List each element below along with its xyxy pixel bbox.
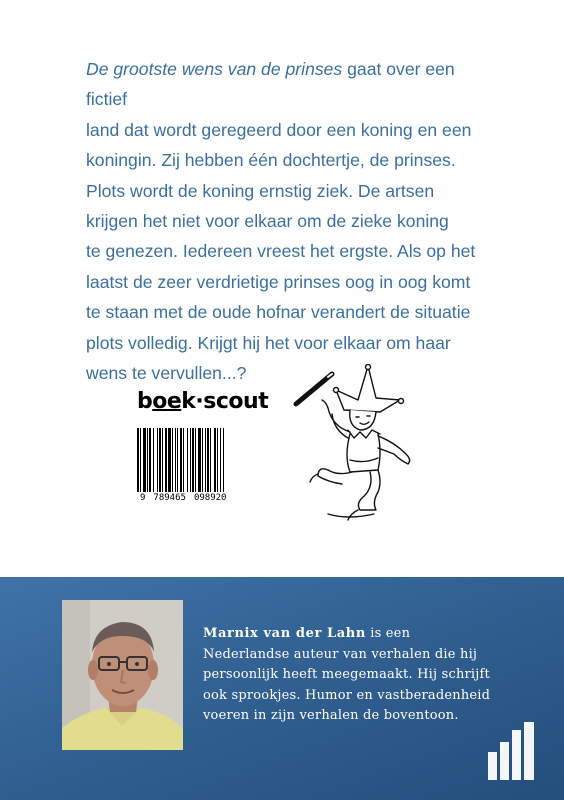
- barcode-bar: [202, 428, 203, 492]
- barcode-bar: [149, 428, 151, 492]
- author-name: Marnix van der Lahn: [203, 626, 366, 641]
- barcode-bar: [198, 428, 201, 492]
- barcode-bar: [168, 428, 171, 492]
- publisher-logo-mark-icon: [486, 722, 538, 780]
- barcode-bar: [220, 428, 221, 492]
- bio-line: is een: [365, 626, 411, 641]
- bio-line: persoonlijk heeft meegemaakt. Hij schrijft: [203, 667, 490, 682]
- back-cover-blurb: [86, 54, 486, 388]
- publisher-logo: boek·scout: [137, 389, 269, 414]
- barcode-bar: [207, 428, 209, 492]
- barcode-bar: [162, 428, 163, 492]
- blurb-line: krijgen het niet voor elkaar om de zieke koning: [86, 211, 449, 232]
- barcode-bar: [140, 428, 141, 492]
- barcode-bar: [147, 428, 148, 492]
- bio-line: Nederlandse auteur van verhalen die hij: [203, 646, 478, 662]
- barcode-bar: [214, 428, 216, 492]
- barcode-bar: [143, 428, 146, 492]
- bio-line: voeren in zijn verhalen de boventoon.: [203, 708, 459, 723]
- barcode-bar: [180, 428, 182, 492]
- blurb-line: plots volledig. Krijgt hij het voor elkaar om haar: [86, 332, 451, 353]
- blurb-line: land dat wordt geregeerd door een koning en een: [86, 119, 472, 140]
- book-title: De grootste wens van de prinses: [86, 59, 343, 79]
- blurb-line: te genezen. Iedereen vreest het ergste. Als op het: [86, 241, 476, 262]
- barcode-bar: [205, 428, 206, 492]
- barcode-bar: [165, 428, 167, 492]
- barcode-bar: [157, 428, 158, 492]
- barcode-bar: [192, 428, 194, 492]
- barcode-bar: [159, 428, 161, 492]
- barcode-bar: [177, 428, 178, 492]
- barcode-bar: [183, 428, 184, 492]
- barcode-bar: [195, 428, 196, 492]
- barcode-bar: [217, 428, 218, 492]
- barcode-bar: [172, 428, 173, 492]
- barcode-bar: [187, 428, 188, 492]
- blurb-line: gaat over een fictief: [86, 59, 455, 110]
- barcode-bar: [175, 428, 176, 492]
- author-bio: [203, 624, 533, 727]
- isbn-barcode: [137, 428, 255, 494]
- barcode-bar: [137, 428, 139, 492]
- isbn-digit-group: 9: [140, 493, 146, 503]
- barcode-bar: [190, 428, 191, 492]
- blurb-line: te staan met de oude hofnar verandert de situatie: [86, 302, 471, 323]
- barcode-bar: [210, 428, 211, 492]
- isbn-digit-group: 098920: [193, 493, 227, 503]
- bio-line: ook sprookjes. Humor en vastberadenheid: [203, 687, 491, 703]
- blurb-line: koningin. Zij hebben één dochtertje, de prinses.: [86, 150, 456, 171]
- blurb-line: laatst de zeer verdrietige prinses oog in oog komt: [86, 271, 471, 292]
- jester-illustration: [288, 364, 418, 524]
- isbn-digit-group: 789465: [153, 493, 186, 503]
- isbn-digits: [140, 493, 256, 503]
- barcode-bar: [153, 428, 154, 492]
- barcode-bar: [223, 428, 224, 492]
- author-photo: [62, 600, 183, 750]
- blurb-line: wens te vervullen...?: [86, 363, 247, 384]
- blurb-line: Plots wordt de koning ernstig ziek. De artsen: [86, 180, 435, 201]
